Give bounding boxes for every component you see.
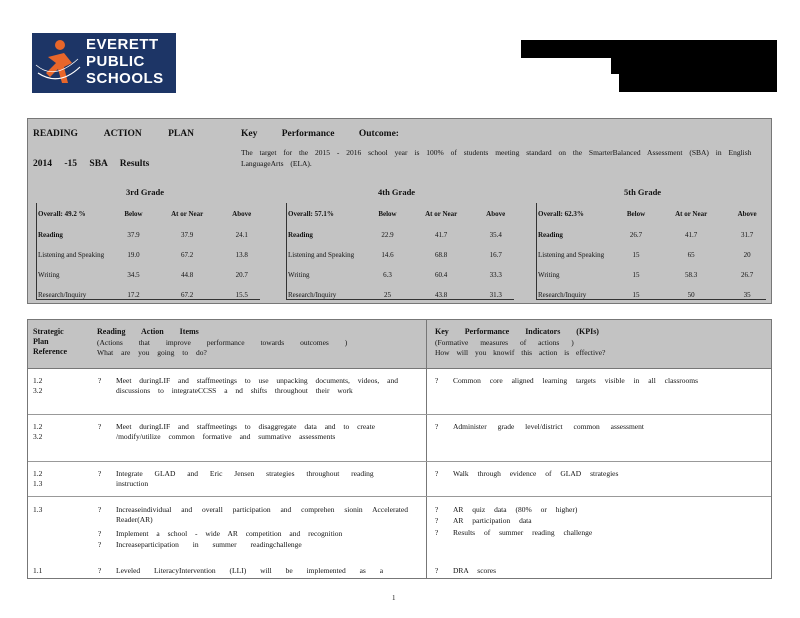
row5-action: Leveled LiteracyIntervention (LLI) will be implemented as a xyxy=(116,566,384,575)
cell: 68.8 xyxy=(435,251,448,259)
bullet: ? xyxy=(435,376,439,385)
row-label: Research/Inquiry xyxy=(38,291,87,299)
bullet: ? xyxy=(435,516,439,525)
cell: 26.7 xyxy=(741,271,754,279)
cell: 67.2 xyxy=(181,291,194,299)
col-action-items-header: Reading Action Items xyxy=(97,327,199,336)
redaction-shape xyxy=(521,40,777,92)
bullet: ? xyxy=(435,528,439,537)
cell: 58.3 xyxy=(685,271,698,279)
row4-action3: Increaseparticipation in summer readingchallenge xyxy=(116,540,302,549)
row3-action: Integrate GLAD and Eric Jensen strategies throughout reading instruction xyxy=(116,469,374,488)
logo-line3: SCHOOLS xyxy=(86,70,164,87)
row4-action1: Increaseindividual and overall participation and comprehen sionin Accelerated Reader(AR) xyxy=(116,505,408,524)
cell: 60.4 xyxy=(435,271,448,279)
bullet: ? xyxy=(435,469,439,478)
row3-ref: 1.2 1.3 xyxy=(33,469,43,488)
bullet: ? xyxy=(98,422,102,431)
row4-kpi1: AR quiz data (80% or higher) xyxy=(453,505,578,514)
grade4-title: 4th Grade xyxy=(378,187,416,197)
row4-kpi3: Results of summer reading challenge xyxy=(453,528,593,537)
kpi-sub1: (Formative measures of actions ) xyxy=(435,338,574,347)
grade4-overall: Overall: 57.1% xyxy=(288,210,334,218)
col-at-near: At or Near xyxy=(425,210,458,218)
row3-kpi: Walk through evidence of GLAD strategies xyxy=(453,469,619,478)
col-below: Below xyxy=(626,210,646,218)
cell: 33.3 xyxy=(489,271,502,279)
district-logo xyxy=(32,33,176,93)
row4-kpi2: AR participation data xyxy=(453,516,532,525)
row5-ref: 1.1 xyxy=(33,566,43,575)
row2-kpi: Administer grade level/district common assessment xyxy=(453,422,644,431)
cell: 41.7 xyxy=(685,231,698,239)
col-at-near: At or Near xyxy=(171,210,204,218)
grade5-overall: Overall: 62.3% xyxy=(538,210,584,218)
cell: 37.9 xyxy=(181,231,194,239)
plan-table-header xyxy=(28,320,771,369)
cell: 24.1 xyxy=(235,231,248,239)
kpo-label: Key Performance Outcome: xyxy=(241,129,399,139)
cell: 67.2 xyxy=(181,251,194,259)
cell: 16.7 xyxy=(489,251,502,259)
row-label: Reading xyxy=(288,231,313,239)
col-below: Below xyxy=(378,210,397,218)
cell: 34.5 xyxy=(127,271,140,279)
grade4-table xyxy=(288,203,516,305)
cell: 15 xyxy=(632,251,640,259)
bullet: ? xyxy=(98,376,102,385)
cell: 35 xyxy=(743,291,751,299)
bullet: ? xyxy=(435,505,439,514)
bullet: ? xyxy=(98,566,102,575)
cell: 6.3 xyxy=(383,271,392,279)
cell: 13.8 xyxy=(235,251,248,259)
action-items-sub1: (Actions that improve performance towards outcomes ) xyxy=(97,338,348,347)
cell: 31.3 xyxy=(489,291,502,299)
bullet: ? xyxy=(98,505,102,514)
cell: 50 xyxy=(687,291,695,299)
row2-action: Meet duringLIF and staffmeetings to disaggregate data and to create /modify/utilize common formative and summative assessments xyxy=(116,422,375,441)
row5-kpi: DRA scores xyxy=(453,566,497,575)
cell: 31.7 xyxy=(741,231,754,239)
cell: 22.9 xyxy=(381,231,394,239)
row-label: Research/Inquiry xyxy=(288,291,337,299)
redaction-box xyxy=(521,40,777,92)
row-label: Writing xyxy=(288,271,310,279)
cell: 15.5 xyxy=(235,291,248,299)
row4-action2: Implement a school - wide AR competition and recognition xyxy=(116,529,343,538)
grade3-table xyxy=(38,203,262,305)
col-above: Above xyxy=(486,210,506,218)
row1-kpi: Common core aligned learning targets visible in all classrooms xyxy=(453,376,698,385)
kpi-sub2: How will you knowif this action is effective? xyxy=(435,348,606,357)
cell: 20 xyxy=(743,251,751,259)
bullet: ? xyxy=(98,529,102,538)
cell: 44.8 xyxy=(181,271,194,279)
action-items-sub2: What are you going to do? xyxy=(97,348,207,357)
grade5-title: 5th Grade xyxy=(624,187,662,197)
row-label: Reading xyxy=(38,231,63,239)
bullet: ? xyxy=(435,422,439,431)
cell: 14.6 xyxy=(381,251,394,259)
grade3-title: 3rd Grade xyxy=(126,187,165,197)
logo-line1: EVERETT xyxy=(86,36,159,53)
row-label: Writing xyxy=(538,271,560,279)
bullet: ? xyxy=(98,469,102,478)
row1-action: Meet duringLIF and staffmeetings to use unpacking documents, videos, and discussions to integrateCCSS a nd shifts throughout their work xyxy=(116,376,398,395)
cell: 35.4 xyxy=(489,231,502,239)
cell: 25 xyxy=(383,291,391,299)
kpo-text: The target for the 2015 - 2016 school year is 100% of students meeting standard on the SmarterBalanced Assessment (SBA) in English LanguageArts (ELA). xyxy=(241,148,752,168)
plan-title: READING ACTION PLAN xyxy=(33,129,194,139)
row-label: Listening and Speaking xyxy=(288,251,355,259)
sba-results-title: 2014 -15 SBA Results xyxy=(33,159,150,169)
row1-ref: 1.2 3.2 xyxy=(33,376,43,395)
col-above: Above xyxy=(737,210,757,218)
page-number: 1 xyxy=(392,594,396,602)
row-label: Listening and Speaking xyxy=(38,251,105,259)
cell: 41.7 xyxy=(435,231,448,239)
cell: 65 xyxy=(687,251,695,259)
row-label: Writing xyxy=(38,271,60,279)
cell: 43.8 xyxy=(435,291,448,299)
cell: 17.2 xyxy=(127,291,140,299)
row-label: Research/Inquiry xyxy=(538,291,587,299)
results-summary xyxy=(27,118,772,304)
cell: 20.7 xyxy=(235,271,248,279)
col-below: Below xyxy=(124,210,143,218)
col-kpi-header: Key Performance Indicators (KPIs) xyxy=(435,327,599,336)
row2-ref: 1.2 3.2 xyxy=(33,422,43,441)
bullet: ? xyxy=(435,566,439,575)
cell: 15 xyxy=(632,271,640,279)
logo-line2: PUBLIC xyxy=(86,53,145,70)
row4-ref: 1.3 xyxy=(33,505,43,514)
bullet: ? xyxy=(98,540,102,549)
runner-icon xyxy=(34,37,84,89)
col-strategic-ref-header: Strategic Plan Reference xyxy=(33,327,68,356)
row-label: Reading xyxy=(538,231,563,239)
row-label: Listening and Speaking xyxy=(538,251,605,259)
cell: 15 xyxy=(632,291,640,299)
cell: 19.0 xyxy=(127,251,140,259)
grade5-table xyxy=(538,203,768,305)
grade3-overall: Overall: 49.2 % xyxy=(38,210,86,218)
col-above: Above xyxy=(232,210,252,218)
cell: 37.9 xyxy=(127,231,140,239)
col-at-near: At or Near xyxy=(675,210,708,218)
cell: 26.7 xyxy=(629,231,643,239)
action-plan-table xyxy=(27,319,772,579)
